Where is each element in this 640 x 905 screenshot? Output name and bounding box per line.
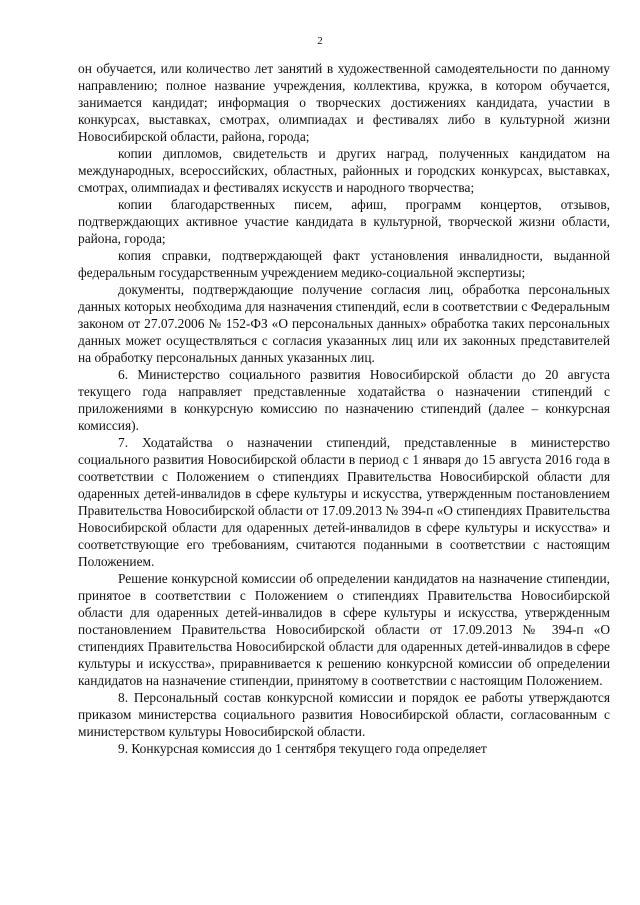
paragraph-diploma-copies: копии дипломов, свидетельств и других наград, полученных кандидатом на международных, всероссийских, областных, районных и городских конкурсах, выставках, смотрах, олимпиадах и фестивалях искусств и народного творчества; — [78, 146, 610, 195]
paragraph-letter-copies: копии благодарственных писем, афиш, программ концертов, отзывов, подтверждающих активное участие кандидата в культурной, творческой жизни области, района, города; — [78, 197, 610, 246]
paragraph-item-9: 9. Конкурсная комиссия до 1 сентября текущего года определяет — [118, 741, 487, 756]
paragraph-continuation: он обучается, или количество лет занятий в художественной самодеятельности по данному направлению; полное название учреждения, коллектива, кружка, в котором обучается, занимается кандидат; информация о творческих достижениях кандидата, участии в конкурсах, выставках, смотрах, олимпиадах и фестивалях либо в культурной жизни Новосибирской области, района, города; — [78, 61, 610, 144]
paragraph-disability-certificate: копия справки, подтверждающей факт установления инвалидности, выданной федеральным государственным учреждением медико-социальной экспертизы; — [78, 248, 610, 280]
document-body — [78, 60, 610, 757]
paragraph-item-7: 7. Ходатайства о назначении стипендий, представленные в министерство социального развития Новосибирской области в период с 1 января до 15 августа 2016 года в соответствии с Положением о стипендиях Правительства Новосибирской области для одаренных детей-инвалидов в сфере культуры и искусства, утвержденным постановлением Правительства Новосибирской области от 17.09.2013 № 394-п «О стипендиях Правительства Новосибирской области для одаренных детей-инвалидов в сфере культуры и искусства» и соответствующие его требованиям, считаются поданными в соответствии с настоящим Положением. — [78, 435, 611, 569]
paragraph-commission-decision: Решение конкурсной комиссии об определении кандидатов на назначение стипендии, принятое в соответствии с Положением о стипендиях Правительства Новосибирской области для одаренных детей-инвалидов в сфере культуры и искусства, утвержденным постановлением Правительства Новосибирской области от 17.09.2013 № 394-п «О стипендиях Правительства Новосибирской области для одаренных детей-инвалидов в сфере культуры и искусства», приравнивается к решению конкурсной комиссии об определении кандидатов на назначение стипендии, принятому в соответствии с настоящим Положением. — [78, 571, 610, 688]
paragraph-item-8: 8. Персональный состав конкурсной комиссии и порядок ее работы утверждаются приказом министерства социального развития Новосибирской области, согласованным с министерством культуры Новосибирской области. — [78, 690, 610, 739]
paragraph-consent-documents: документы, подтверждающие получение согласия лиц, обработка персональных данных которых необходима для назначения стипендий, если в соответствии с Федеральным законом от 27.07.2006 № 152-ФЗ «О персональных данных» обработка таких персональных данных может осуществляться с согласия указанных лиц или их законных представителей на обработку персональных данных указанных лиц. — [78, 282, 610, 365]
page-number: 2 — [317, 35, 323, 47]
paragraph-item-6: 6. Министерство социального развития Новосибирской области до 20 августа текущего года направляет представленные ходатайства о назначении стипендий с приложениями в конкурсную комиссию по назначению стипендий (далее – конкурсная комиссия). — [78, 367, 610, 433]
